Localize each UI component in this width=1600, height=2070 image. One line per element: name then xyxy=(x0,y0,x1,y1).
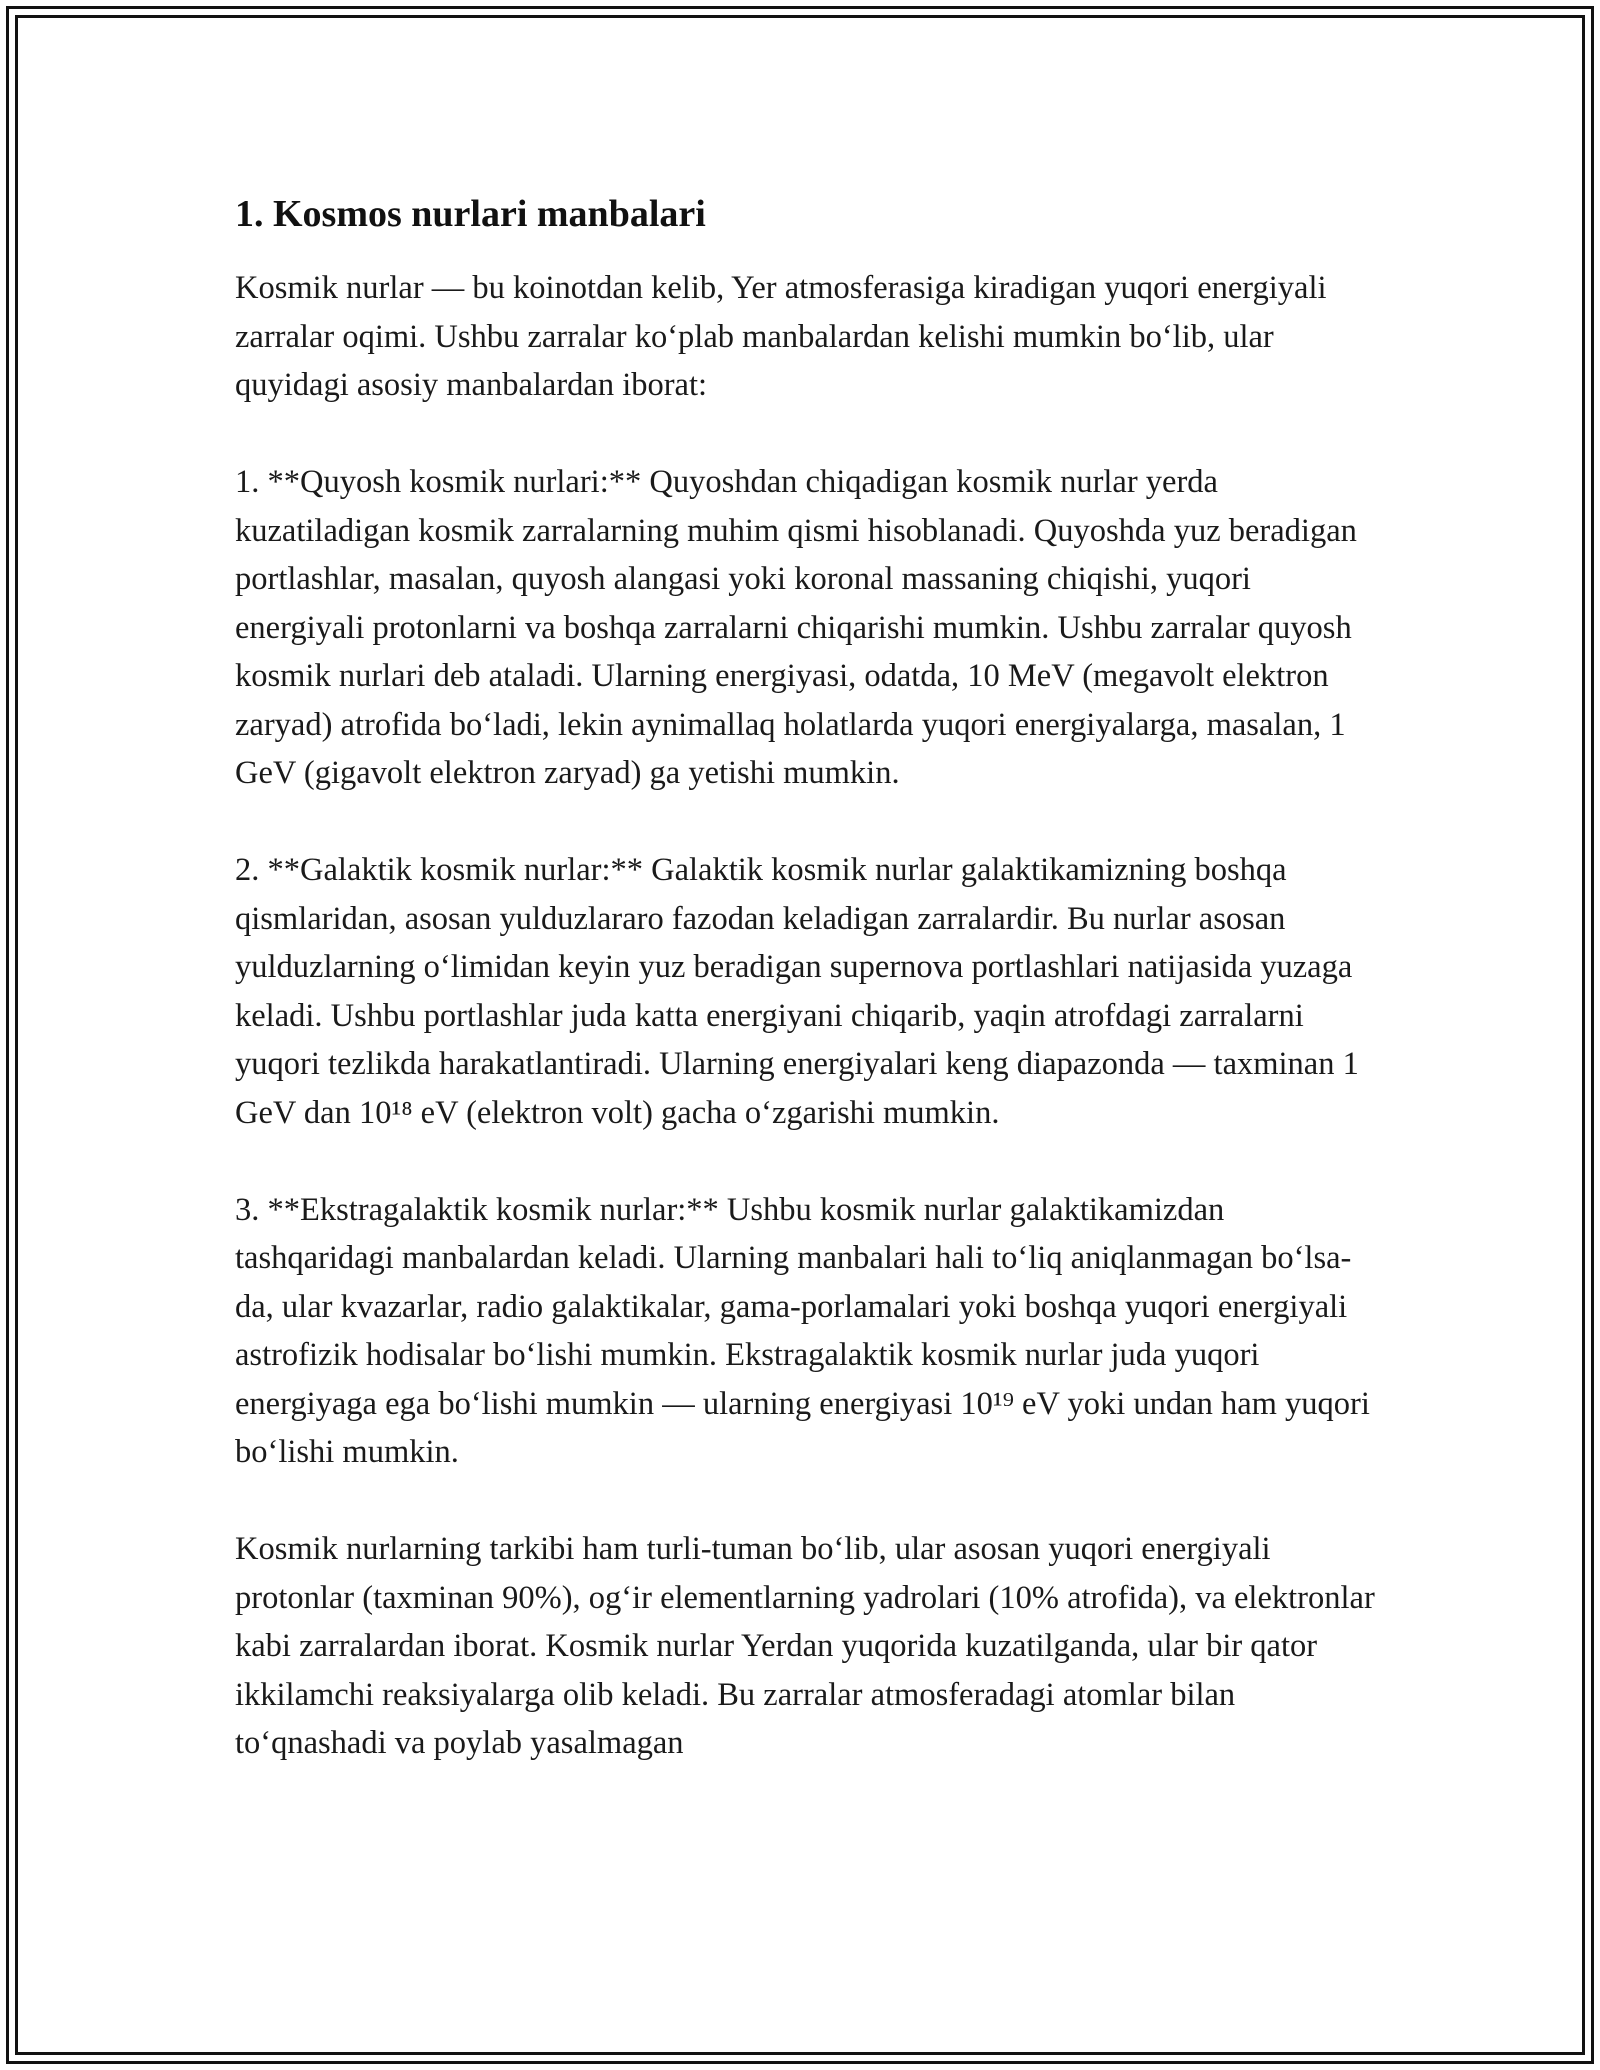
section-heading: 1. Kosmos nurlari manbalari xyxy=(235,193,706,235)
composition-paragraph: Kosmik nurlarning tarkibi ham turli-tuman bo‘lib, ular asosan yuqori energiyali protonlar (taxminan 90%), og‘ir elementlarning yadrolari (10% atrofida), va elektronlar kabi zarralardan iborat. Kosmik nurlar Yerdan yuqorida kuzatilganda, ular bir qator ikkilamchi reaksiyalarga olib keladi. Bu zarralar atmosferadagi atomlar bilan to‘qnashadi va poylab yasalmagan xyxy=(235,1531,1375,1761)
document-body xyxy=(235,186,1375,1768)
intro-paragraph: Kosmik nurlar — bu koinotdan kelib, Yer atmosferasiga kiradigan yuqori energiyali zarralar oqimi. Ushbu zarralar ko‘plab manbalardan kelishi mumkin bo‘lib, ular quyidagi asosiy manbalardan iborat: xyxy=(235,270,1327,403)
galactic-cosmic-rays-paragraph: 2. **Galaktik kosmik nurlar:** Galaktik kosmik nurlar galaktikamizning boshqa qismlaridan, asosan yulduzlararo fazodan keladigan zarralardir. Bu nurlar asosan yulduzlarning o‘limidan keyin yuz beradigan supernova portlashlari natijasida yuzaga keladi. Ushbu portlashlar juda katta energiyani chiqarib, yaqin atrofdagi zarralarni yuqori tezlikda harakatlantiradi. Ularning energiyalari keng diapazonda — taxminan 1 GeV dan 10¹⁸ eV (elektron volt) gacha o‘zgarishi mumkin. xyxy=(235,852,1359,1131)
solar-cosmic-rays-paragraph: 1. **Quyosh kosmik nurlari:** Quyoshdan chiqadigan kosmik nurlar yerda kuzatiladigan kosmik zarralarning muhim qismi hisoblanadi. Quyoshda yuz beradigan portlashlar, masalan, quyosh alangasi yoki koronal massaning chiqishi, yuqori energiyali protonlarni va boshqa zarralarni chiqarishi mumkin. Ushbu zarralar quyosh kosmik nurlari deb ataladi. Ularning energiyasi, odatda, 10 MeV (megavolt elektron zaryad) atrofida bo‘ladi, lekin aynimallaq holatlarda yuqori energiyalarga, masalan, 1 GeV (gigavolt elektron zaryad) ga yetishi mumkin. xyxy=(235,464,1357,791)
extragalactic-cosmic-rays-paragraph: 3. **Ekstragalaktik kosmik nurlar:** Ushbu kosmik nurlar galaktikamizdan tashqaridagi manbalardan keladi. Ularning manbalari hali to‘liq aniqlanmagan bo‘lsa-da, ular kvazarlar, radio galaktikalar, gama-porlamalari yoki boshqa yuqori energiyali astrofizik hodisalar bo‘lishi mumkin. Ekstragalaktik kosmik nurlar juda yuqori energiyaga ega bo‘lishi mumkin — ularning energiyasi 10¹⁹ eV yoki undan ham yuqori bo‘lishi mumkin. xyxy=(235,1191,1370,1470)
